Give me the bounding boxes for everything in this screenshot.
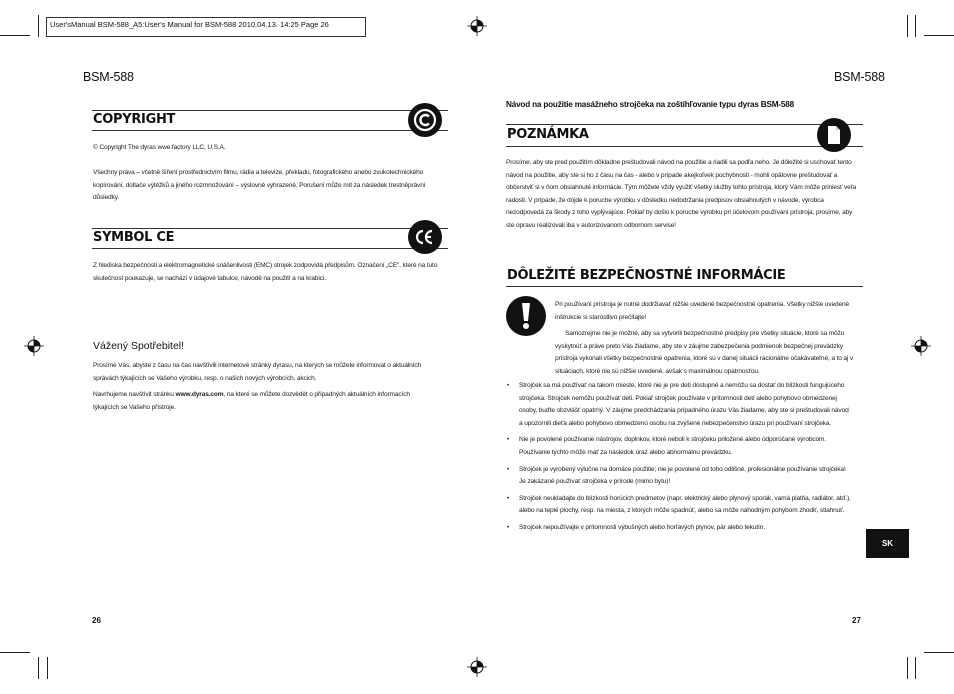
section-rule (506, 286, 863, 287)
symbol-ce-title: SYMBOL CE (93, 230, 175, 245)
crop-mark (907, 657, 908, 679)
note-paragraph: Prosíme, aby ste pred použitím dôkladne preštudovali návod na použitie a riadili sa podľa neho. Je dôležité si uschovať tento návod na použitie, aby ste si ho z času na čas - alebo v prípade akejkoľvek pochybnosti - mohli opätovne preštudovať a občerstviť si v ňom obsiahnuté informácie. Tým môžete vždy využiť všetky služby tohto prístroja, ktorý Vám môže priniesť veľa radosti. V prípade, že dójde k poruche výrobku v dôsledku nedodržania predpisov obsiahnutých v návode, výrobca nezodpovedá za škody z toho vyplývajúce. Pokiaľ by došlo k poruche výrobku pri účelovom používaní prístroja, prosíme, aby ste opravu realizovali iba v autorizovanom odbornom servise! (506, 159, 856, 229)
section-rule (92, 110, 448, 111)
copyright-title: COPYRIGHT (93, 112, 176, 127)
section-rule (92, 248, 448, 249)
consumer-paragraph-2-text: , na které se můžete dozvědět o případných aktuálních informacích týkajících se Vašeho přístroje. (93, 391, 410, 411)
bullet-icon: • (507, 523, 510, 531)
crop-mark (38, 15, 39, 37)
bullet-icon: • (507, 465, 510, 473)
document-icon (817, 118, 851, 152)
registration-mark-icon (467, 16, 487, 36)
consumer-paragraph-1: Prosíme Vás, abyste z času na čas navštívili internetové stránky dyrasu, na kterých se můžete informovat o aktuálních správách týkajících se Vašeho výrobku, resp. o našich nových výrobcích, akcich. (93, 362, 422, 382)
page-number-left: 26 (92, 616, 101, 625)
note-title: POZNÁMKA (507, 127, 589, 142)
list-item (507, 380, 852, 430)
consumer-paragraph-2-text: Navrhujeme navštívit stránku (93, 391, 176, 398)
crop-mark (915, 657, 916, 679)
section-rule (506, 124, 863, 125)
list-item-text: Strojček nepoužívajte v prítomnosti výbušných alebo horľavých plynov, pár alebo tekutín. (519, 523, 765, 531)
copyright-paragraph: Všechny práva – včetně šíření prostřednictvím filmu, rádia a televize, překladu, fotografického anebo zvukotechnického kopírování, dotlače výtěžků a jiného rozmnožování – výslovně vyhrazené. Porušení může mít za následek trestněprávní důsledky. (93, 169, 426, 202)
crop-mark (924, 35, 954, 36)
list-item-text: Strojček neukladajte do blízkosti horúcich predmetov (napr. elektrický alebo plynový sporák, vamá platňa, radiátor, atď.), alebo na teplé plochy, resp. na miesta, z ktorých môže spadnúť, alebo sa môže náhodným pohybom zhodiť, stiahnuť. (519, 494, 851, 515)
language-tab: SK (866, 529, 909, 558)
list-item-text: Nie je povolené používanie nástrojov, doplnkov, ktoré neboli k strojčeku priložené alebo odporúčané výrobcom. Používanie týchto môže mať za následok úraz alebo abnormálnu prevádzku. (519, 436, 827, 456)
crop-mark (0, 35, 30, 36)
crop-mark (915, 15, 916, 37)
consumer-heading: Vážený Spotřebitel! (93, 340, 185, 352)
crop-mark (924, 652, 954, 653)
crop-mark (38, 657, 39, 679)
bullet-icon: • (507, 436, 510, 444)
crop-mark (47, 657, 48, 679)
registration-mark-icon (911, 336, 931, 356)
page-number-right: 27 (852, 616, 861, 625)
list-item (507, 464, 852, 489)
list-item (507, 493, 852, 518)
section-rule (92, 228, 448, 229)
consumer-paragraph-2 (93, 389, 433, 414)
registration-mark-icon (24, 336, 44, 356)
dyras-website-link[interactable]: www.dyras.com (175, 391, 224, 398)
safety-bullet-list (507, 380, 852, 539)
bullet-icon: • (507, 382, 510, 389)
section-rule (506, 146, 863, 147)
safety-intro-2: Samozrejme nie je možné, aby sa vytvorili bezpečnostné predpisy pre všetky situácie, ktoré sa môžu vyskytnúť a práve preto Vás žiadame, aby ste v záujme zabezpečenia podmienok bezpečnej prevádzky prístroja vykonali všetky bezpečnostné opatrenia, ktoré sú v danej situácii racionálne očakávateľné, a to aj v situáciach, ktoré nie sú nižšie uvedené, avšak s maximálnou opatrnosťou. (555, 330, 854, 375)
section-rule (92, 130, 448, 131)
list-item (507, 522, 852, 535)
safety-intro-1: Pri používaní prístroja je nutné dodržiavať nižšie uvedené bezpečnostné opatrenia. Všetky nižšie uvedené inštrukcie si starostlivo prečítajte! (555, 301, 850, 321)
copyright-icon (408, 103, 442, 137)
registration-mark-icon (467, 657, 487, 677)
bullet-icon: • (507, 494, 510, 502)
symbol-ce-paragraph: Z hlediska bezpečnosti a elektromagnetické snášenlivosti (EMC) strojek zodpovídá předpisům. Označení „CE", které na tuto skutečnost poukazuje, se nachází v údajové tabulce, návodě na použití a na krabici. (93, 262, 438, 282)
document-title: Návod na použitie masážneho strojčeka na zoštíhľovanie typu dyras BSM-588 (506, 100, 794, 109)
list-item-text: Strojček sa má používať na takom mieste, ktoré nie je pre deti dostupné a nemôžu sa dostať do blízkosti fungujúceho strojčeka. Strojček nemôžu používať deti. Pokiaľ strojček používate v prítomnosti detí alebo pohybovo obmedzenej osoby, buďte obzvlášť opatrný. V záujme predchádzania prípadného úrazu Vás žiadame, aby ste si preštudovali návod a upozornili dieťa alebo pohybovo obmedzenú osobu na zvýšené nebezpečenstvo úrazu pri používaní strojčeka. (519, 382, 849, 427)
print-slug: User'sManual BSM-588_A5:User's Manual for BSM-588 2010.04.13. 14:25 Page 26 (50, 20, 329, 29)
list-item-text: Strojček je vyrobený výlučne na domáce použitie; nie je povolené od toho odlišné, profesionálne používanie strojčeka! Je zakázané používať strojčeka v prírode (mimo bytu)! (519, 465, 846, 486)
safety-title: DÔLEŽITÉ BEZPEČNOSTNÉ INFORMÁCIE (507, 268, 786, 283)
list-item (507, 434, 852, 459)
exclamation-icon (506, 296, 546, 336)
copyright-line: © Copyright The dyras wwe.factory LLC, U.S.A. (93, 144, 226, 151)
model-header: BSM-588 (834, 70, 885, 84)
crop-mark (0, 652, 30, 653)
crop-mark (907, 15, 908, 37)
ce-mark-icon (408, 220, 442, 254)
model-header: BSM-588 (83, 70, 134, 84)
